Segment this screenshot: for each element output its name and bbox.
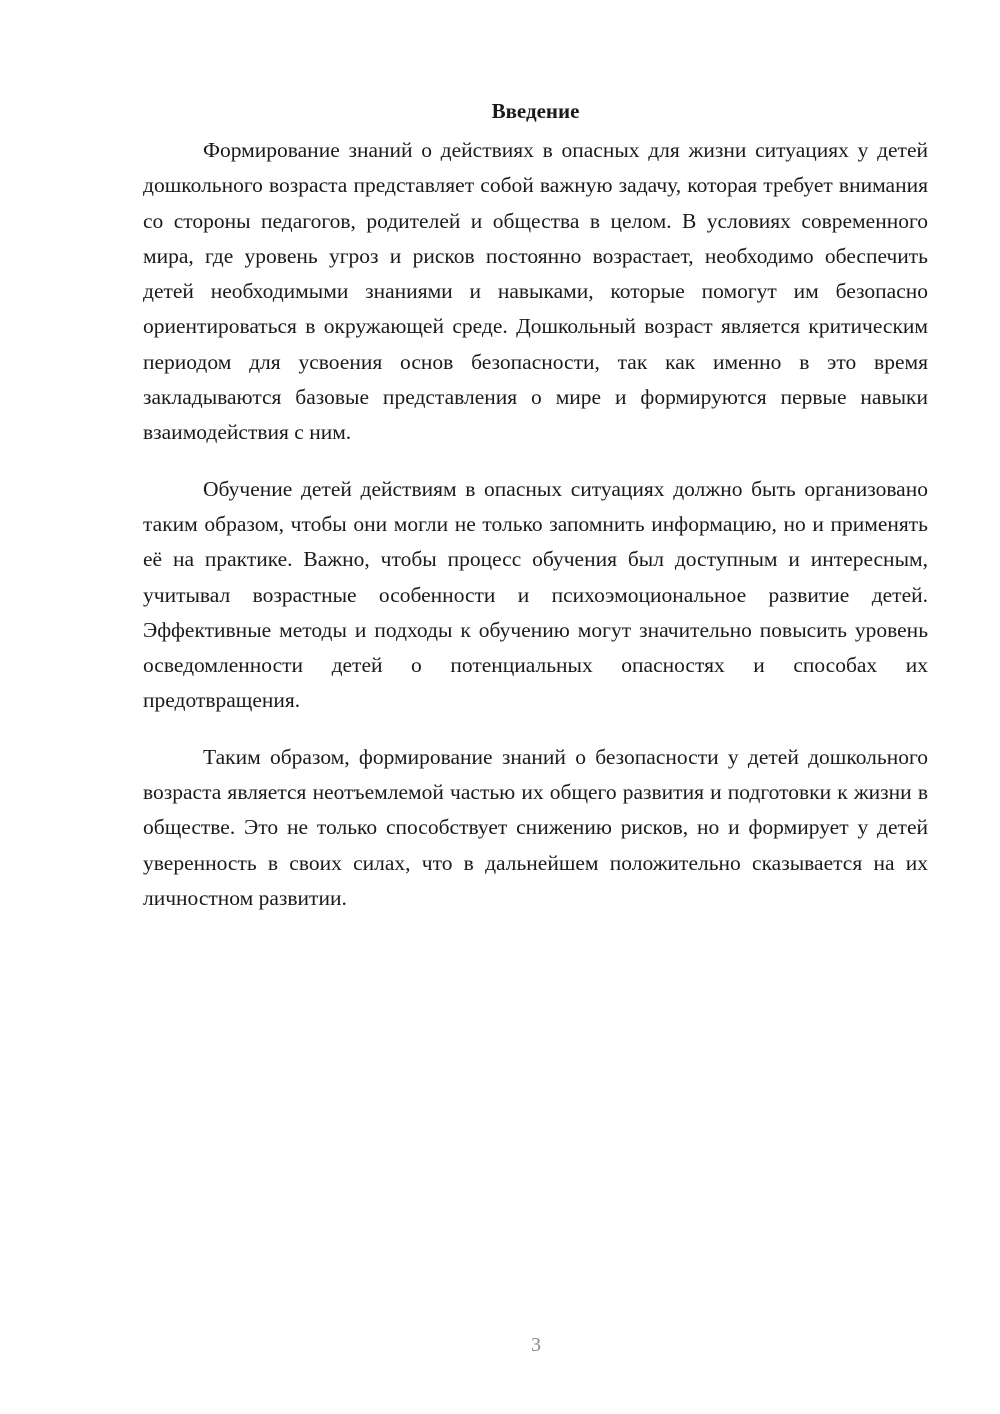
page-number: 3 [531,1334,541,1356]
paragraph-2: Обучение детей действиям в опасных ситуациях должно быть организовано таким образом, чтобы они могли не только запомнить информацию, но и применять её на практике. Важно, чтобы процесс обучения был доступным и интересным, учитывал возрастные особенности и психоэмоциональное развитие детей. Эффективные методы и подходы к обучению могут значительно повысить уровень осведомленности детей о потенциальных опасностях и способах их предотвращения. [143,476,928,713]
paragraph-3: Таким образом, формирование знаний о безопасности у детей дошкольного возраста является неотъемлемой частью их общего развития и подготовки к жизни в обществе. Это не только способствует снижению рисков, но и формирует у детей уверенность в своих силах, что в дальнейшем положительно сказывается на их личностном развитии. [143,744,928,910]
paragraph-1: Формирование знаний о действиях в опасных для жизни ситуациях у детей дошкольного возраста представляет собой важную задачу, которая требует внимания со стороны педагогов, родителей и общества в целом. В условиях современного мира, где уровень угроз и рисков постоянно возрастает, необходимо обеспечить детей необходимыми знаниями и навыками, которые помогут им безопасно ориентироваться в окружающей среде. Дошкольный возраст является критическим периодом для усвоения основ безопасности, так как именно в это время закладываются базовые представления о мире и формируются первые навыки взаимодействия с ним. [143,138,928,445]
page-content [143,96,928,937]
section-heading: Введение [491,99,580,123]
